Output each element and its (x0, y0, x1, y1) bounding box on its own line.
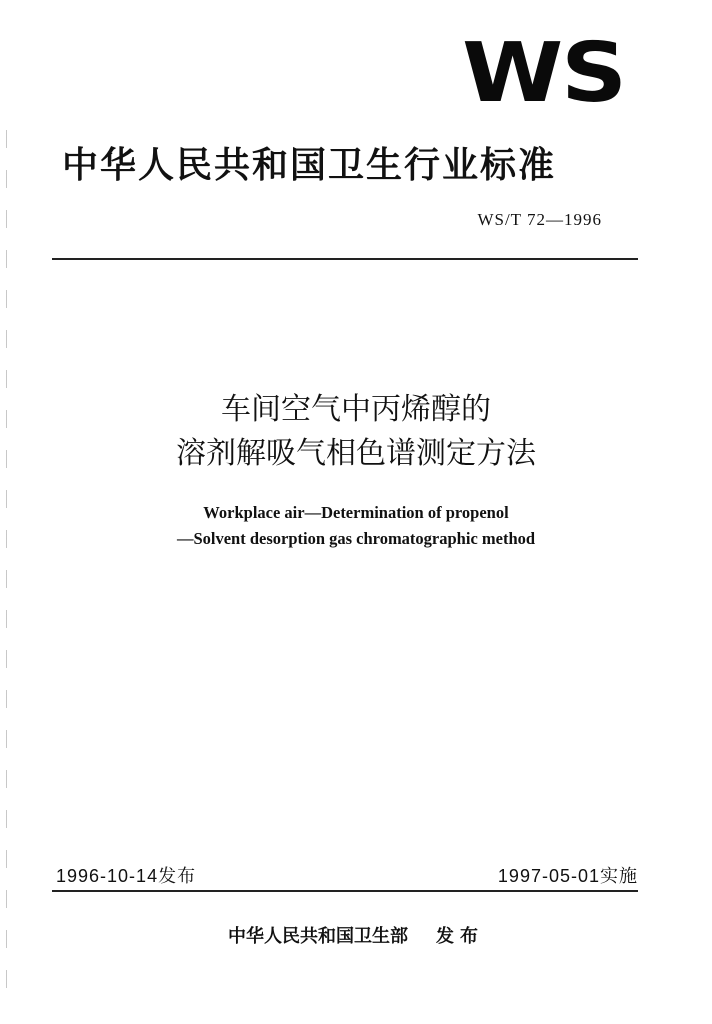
effective-date: 1997-05-01实施 (497, 866, 638, 886)
english-title-line-2: —Solvent desorption gas chromatographic method (176, 529, 536, 548)
ws-logo: WS (462, 26, 625, 121)
header-title: 中华人民共和国卫生行业标准 (62, 145, 557, 186)
issue-date: 1996-10-14发布 (56, 866, 197, 886)
english-title-line-1: Workplace air—Determination of propenol (203, 503, 509, 522)
chinese-title (0, 388, 712, 476)
bottom-divider (52, 890, 638, 892)
standard-code: WS/T 72—1996 (477, 210, 602, 229)
publisher-name: 中华人民共和国卫生部 (228, 926, 408, 947)
top-divider (52, 258, 638, 260)
scan-margin-line (6, 130, 7, 1010)
publisher-action: 发布 (436, 926, 484, 947)
chinese-title-line-2: 溶剂解吸气相色谱测定方法 (176, 436, 536, 471)
publisher-line (0, 922, 712, 948)
chinese-title-line-1: 车间空气中丙烯醇的 (221, 392, 491, 427)
english-title (0, 500, 712, 552)
